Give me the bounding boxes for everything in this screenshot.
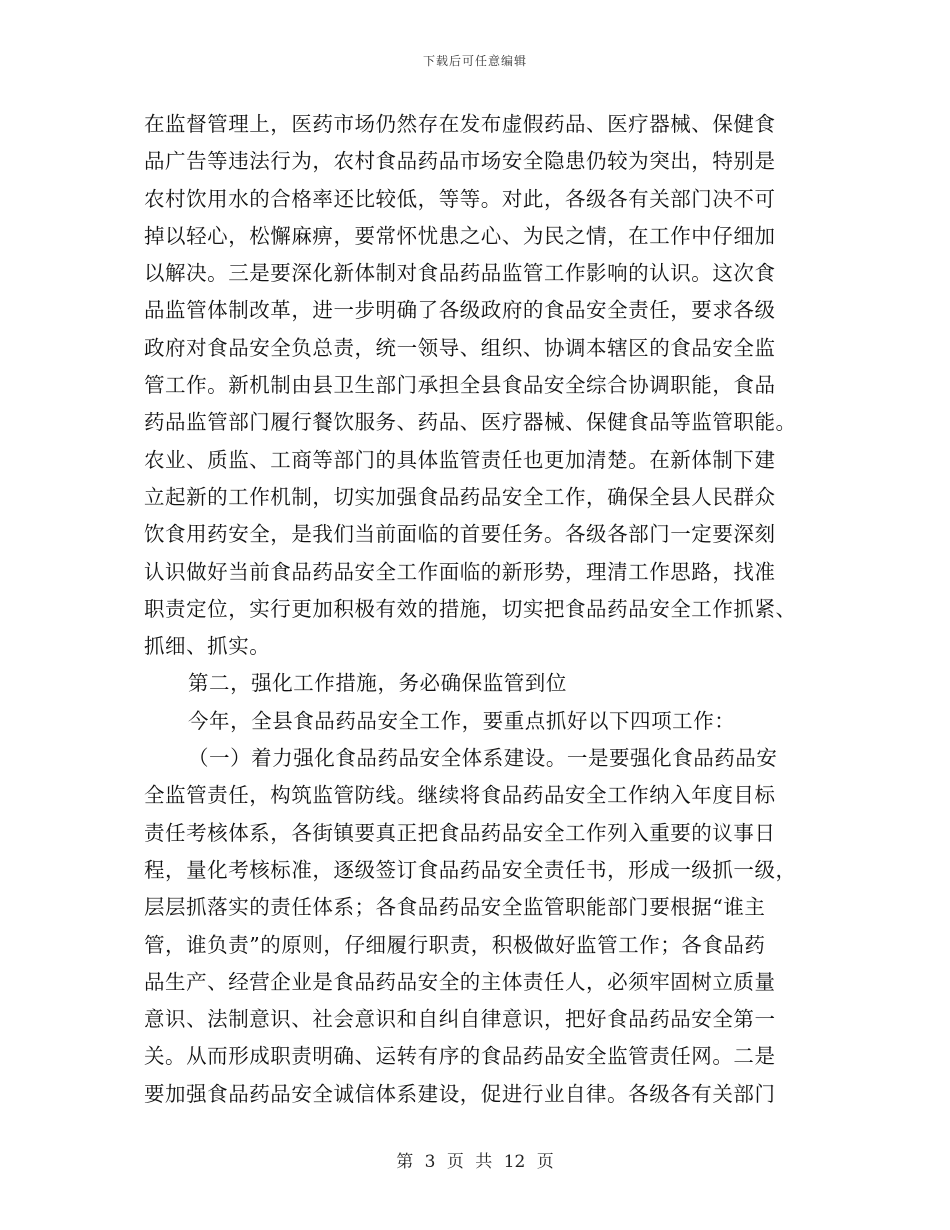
text-line: 以解决。三是要深化新体制对食品药品监管工作影响的认识。这次食 [144, 261, 776, 286]
section-heading: 第二，强化工作措施，务必确保监管到位 [188, 671, 567, 696]
text-line: 农村饮用水的合格率还比较低，等等。对此，各级各有关部门决不可 [144, 186, 776, 211]
text-line: 责任考核体系，各街镇要真正把食品药品安全工作列入重要的议事日 [144, 820, 776, 845]
text-line: 掉以轻心，松懈麻痹，要常怀忧患之心、为民之情，在工作中仔细加 [144, 223, 776, 248]
text-line: 意识、法制意识、社会意识和自纠自律意识，把好食品药品安全第一 [144, 1007, 776, 1032]
text-line: 药品监管部门履行餐饮服务、药品、医疗器械、保健食品等监管职能。 [144, 410, 797, 435]
text-line: 程，量化考核标准，逐级签订食品药品安全责任书，形成一级抓一级， [144, 857, 797, 882]
text-line: 全监管责任，构筑监管防线。继续将食品药品安全工作纳入年度目标 [144, 783, 776, 808]
text-line: 政府对食品安全负总责，统一领导、组织、协调本辖区的食品安全监 [144, 335, 776, 360]
text-line: 饮食用药安全，是我们当前面临的首要任务。各级各部门一定要深刻 [144, 522, 776, 547]
text-line: 要加强食品药品安全诚信体系建设，促进行业自律。各级各有关部门 [144, 1081, 776, 1106]
text-line: 在监督管理上，医药市场仍然存在发布虚假药品、医疗器械、保健食 [144, 112, 776, 136]
text-line: 管，谁负责”的原则，仔细履行职责，积极做好监管工作；各食品药 [144, 932, 766, 957]
text-line: 关。从而形成职责明确、运转有序的食品药品安全监管责任网。二是 [144, 1044, 776, 1069]
document-body [144, 106, 812, 1113]
page-number-footer: 第 3 页 共 12 页 [396, 1152, 554, 1172]
text-line: 立起新的工作机制，切实加强食品药品安全工作，确保全县人民群众 [144, 484, 776, 509]
text-line: 品监管体制改革，进一步明确了各级政府的食品安全责任，要求各级 [144, 298, 776, 323]
paragraph-start: 今年，全县食品药品安全工作，要重点抓好以下四项工作： [188, 708, 736, 733]
text-line: 品生产、经营企业是食品药品安全的主体责任人，必须牢固树立质量 [144, 969, 776, 994]
text-line: 农业、质监、工商等部门的具体监管责任也更加清楚。在新体制下建 [144, 447, 776, 472]
text-line: 品广告等违法行为，农村食品药品市场安全隐患仍较为突出，特别是 [144, 149, 776, 174]
text-line: 认识做好当前食品药品安全工作面临的新形势，理清工作思路，找准 [144, 559, 776, 584]
text-line: 职责定位，实行更加积极有效的措施，切实把食品药品安全工作抓紧、 [144, 596, 797, 621]
text-line: 管工作。新机制由县卫生部门承担全县食品安全综合协调职能，食品 [144, 373, 776, 398]
page-header-note: 下载后可任意编辑 [422, 54, 527, 68]
text-line: 抓细、抓实。 [144, 634, 271, 659]
text-line: 层层抓落实的责任体系；各食品药品安全监管职能部门要根据“谁主 [144, 895, 766, 920]
subsection-start: （一）着力强化食品药品安全体系建设。一是要强化食品药品安 [188, 746, 778, 771]
